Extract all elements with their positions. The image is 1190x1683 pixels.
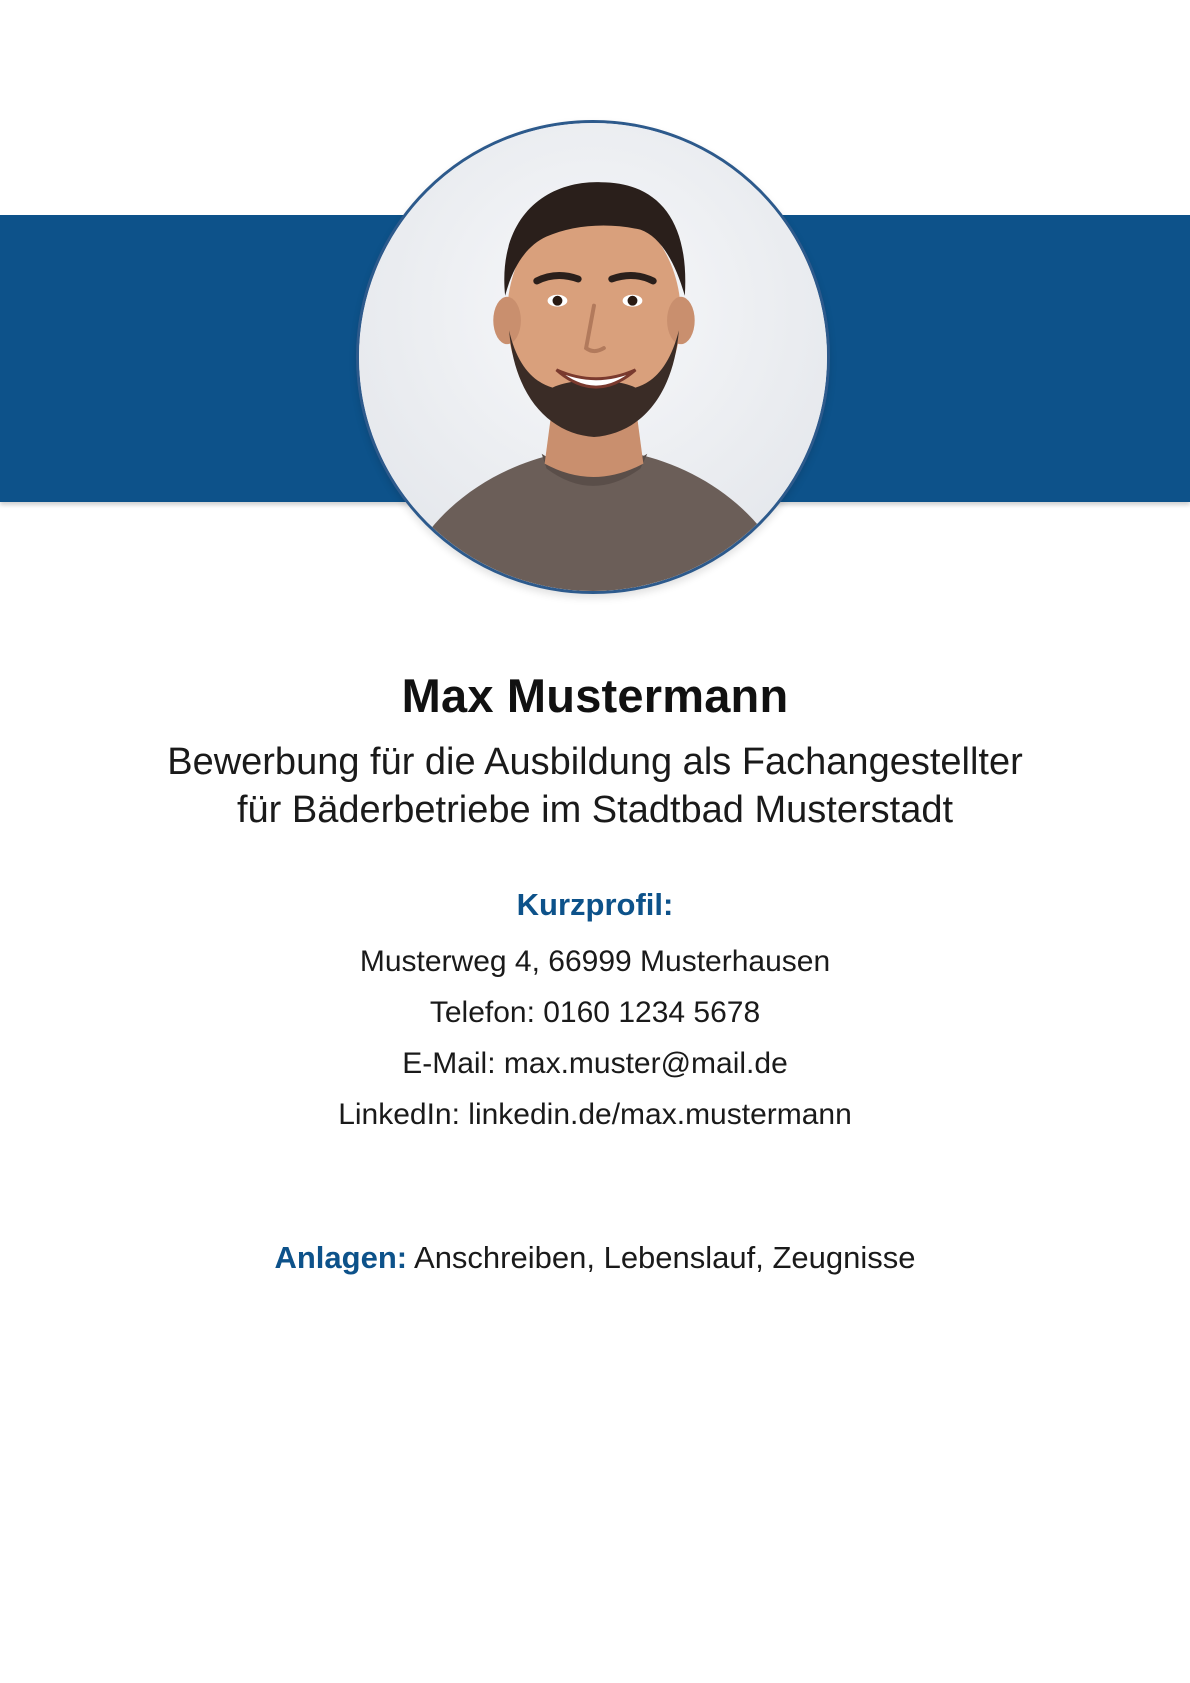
profile-photo [356, 120, 830, 594]
contact-block [0, 936, 1190, 1140]
application-title-line-2: für Bäderbetriebe im Stadtbad Musterstadt [236, 789, 954, 831]
profile-heading: Kurzprofil: [516, 887, 674, 922]
contact-phone: Telefon: 0160 1234 5678 [429, 996, 761, 1029]
applicant-name: Max Mustermann [401, 669, 789, 722]
attachments-line [0, 1240, 1190, 1276]
attachments-label: Anlagen: [274, 1240, 408, 1275]
contact-linkedin[interactable]: LinkedIn: linkedin.de/max.mustermann [338, 1098, 852, 1131]
application-title [95, 738, 1095, 834]
contact-email[interactable]: E-Mail: max.muster@mail.de [402, 1047, 788, 1080]
portrait-image [359, 123, 827, 591]
attachments-items: Anschreiben, Lebenslauf, Zeugnisse [414, 1240, 916, 1275]
contact-address: Musterweg 4, 66999 Musterhausen [359, 945, 831, 978]
application-title-line-1: Bewerbung für die Ausbildung als Fachangestellter [167, 741, 1023, 783]
